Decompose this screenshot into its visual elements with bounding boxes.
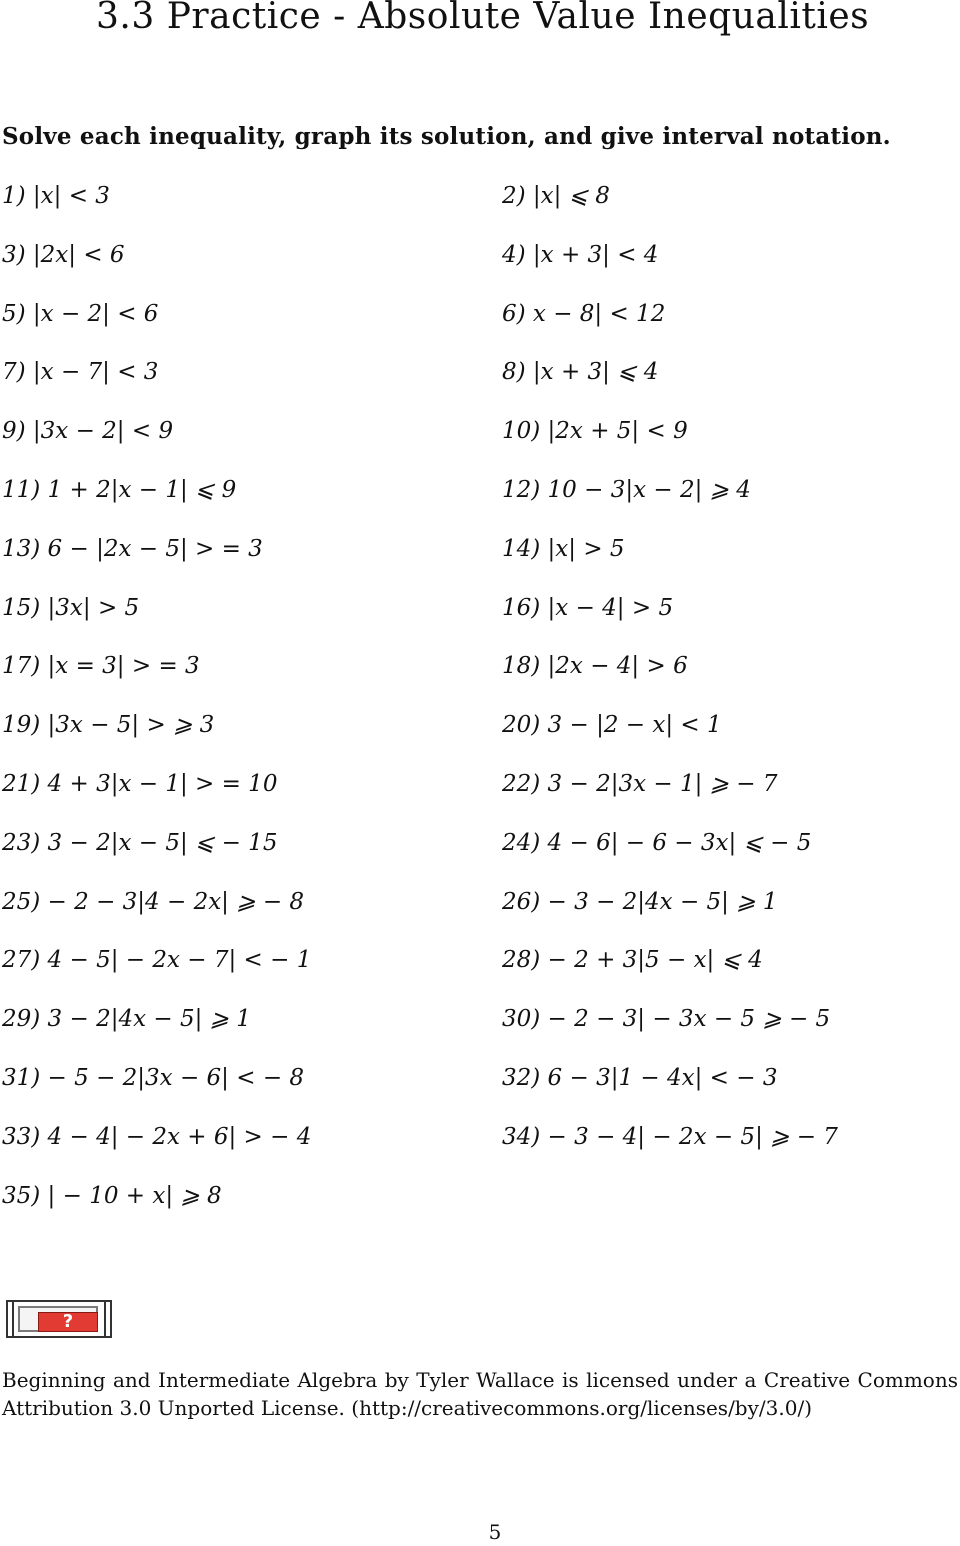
problem-row <box>2 411 952 470</box>
problem-10: 10) |2x + 5| < 9 <box>502 418 688 445</box>
problem-row <box>2 176 952 235</box>
problem-35: 35) | − 10 + x| ⩾ 8 <box>2 1182 222 1209</box>
problem-row <box>2 1058 952 1117</box>
problem-32: 32) 6 − 3|1 − 4x| < − 3 <box>502 1064 778 1091</box>
problem-27: 27) 4 − 5| − 2x − 7| < − 1 <box>2 947 312 974</box>
problem-7: 7) |x − 7| < 3 <box>2 359 159 386</box>
problem-14: 14) |x| > 5 <box>502 535 625 562</box>
problem-9: 9) |3x − 2| < 9 <box>2 418 174 445</box>
image-placeholder <box>18 1306 98 1332</box>
problem-11: 11) 1 + 2|x − 1| ⩽ 9 <box>2 476 237 503</box>
problem-16: 16) |x − 4| > 5 <box>502 594 674 621</box>
problem-15: 15) |3x| > 5 <box>2 594 140 621</box>
license-line-2: Attribution 3.0 Unported License. (http://creativecommons.org/licenses/by/3.0/) <box>2 1396 812 1420</box>
problem-5: 5) |x − 2| < 6 <box>2 300 159 327</box>
problem-2: 2) |x| ⩽ 8 <box>502 183 610 209</box>
problem-row <box>2 1176 952 1235</box>
image-frame-left <box>12 1302 14 1336</box>
problem-6: 6) x − 8| < 12 <box>502 300 666 327</box>
problem-row <box>2 764 952 823</box>
problem-26: 26) − 3 − 2|4x − 5| ⩾ 1 <box>502 888 778 915</box>
problem-list <box>2 176 952 1234</box>
license-line-1: Beginning and Intermediate Algebra by Tyler Wallace is licensed under a Creative Commons <box>2 1368 958 1392</box>
problem-1: 1) |x| < 3 <box>2 183 110 209</box>
instructions: Solve each inequality, graph its solution, and give interval notation. <box>2 123 891 150</box>
problem-8: 8) |x + 3| ⩽ 4 <box>502 359 659 386</box>
problem-33: 33) 4 − 4| − 2x + 6| > − 4 <box>2 1123 312 1150</box>
image-frame-right <box>104 1302 106 1336</box>
problem-row <box>2 999 952 1058</box>
problem-18: 18) |2x − 4| > 6 <box>502 653 688 680</box>
problem-row <box>2 646 952 705</box>
page-number: 5 <box>488 1520 502 1544</box>
problem-row <box>2 1117 952 1176</box>
problem-30: 30) − 2 − 3| − 3x − 5 ⩾ − 5 <box>502 1006 831 1033</box>
problem-23: 23) 3 − 2|x − 5| ⩽ − 15 <box>2 829 278 856</box>
problem-24: 24) 4 − 6| − 6 − 3x| ⩽ − 5 <box>502 829 812 856</box>
problem-3: 3) |2x| < 6 <box>2 241 125 268</box>
problem-25: 25) − 2 − 3|4 − 2x| ⩾ − 8 <box>2 888 305 915</box>
problem-34: 34) − 3 − 4| − 2x − 5| ⩾ − 7 <box>502 1123 838 1150</box>
problem-21: 21) 4 + 3|x − 1| > = 10 <box>2 770 278 797</box>
problem-4: 4) |x + 3| < 4 <box>502 241 659 268</box>
problem-row <box>2 470 952 529</box>
page-title: 3.3 Practice - Absolute Value Inequalities <box>96 0 870 37</box>
problem-28: 28) − 2 + 3|5 − x| ⩽ 4 <box>502 947 763 974</box>
problem-row <box>2 588 952 647</box>
problem-17: 17) |x = 3| > = 3 <box>2 653 200 680</box>
problem-row <box>2 940 952 999</box>
problem-12: 12) 10 − 3|x − 2| ⩾ 4 <box>502 476 751 503</box>
problem-row <box>2 294 952 353</box>
problem-22: 22) 3 − 2|3x − 1| ⩾ − 7 <box>502 770 778 797</box>
problem-29: 29) 3 − 2|4x − 5| ⩾ 1 <box>2 1006 251 1033</box>
problem-row <box>2 235 952 294</box>
problem-13: 13) 6 − |2x − 5| > = 3 <box>2 535 263 562</box>
license-text <box>2 1366 958 1422</box>
problem-31: 31) − 5 − 2|3x − 6| < − 8 <box>2 1064 305 1091</box>
problem-row <box>2 705 952 764</box>
problem-row <box>2 823 952 882</box>
problem-19: 19) |3x − 5| > ⩾ 3 <box>2 712 215 739</box>
problem-row <box>2 352 952 411</box>
problem-row <box>2 882 952 941</box>
problem-row <box>2 529 952 588</box>
question-mark-icon: ? <box>38 1312 98 1332</box>
problem-20: 20) 3 − |2 − x| < 1 <box>502 712 722 739</box>
broken-image-icon <box>6 1300 112 1338</box>
